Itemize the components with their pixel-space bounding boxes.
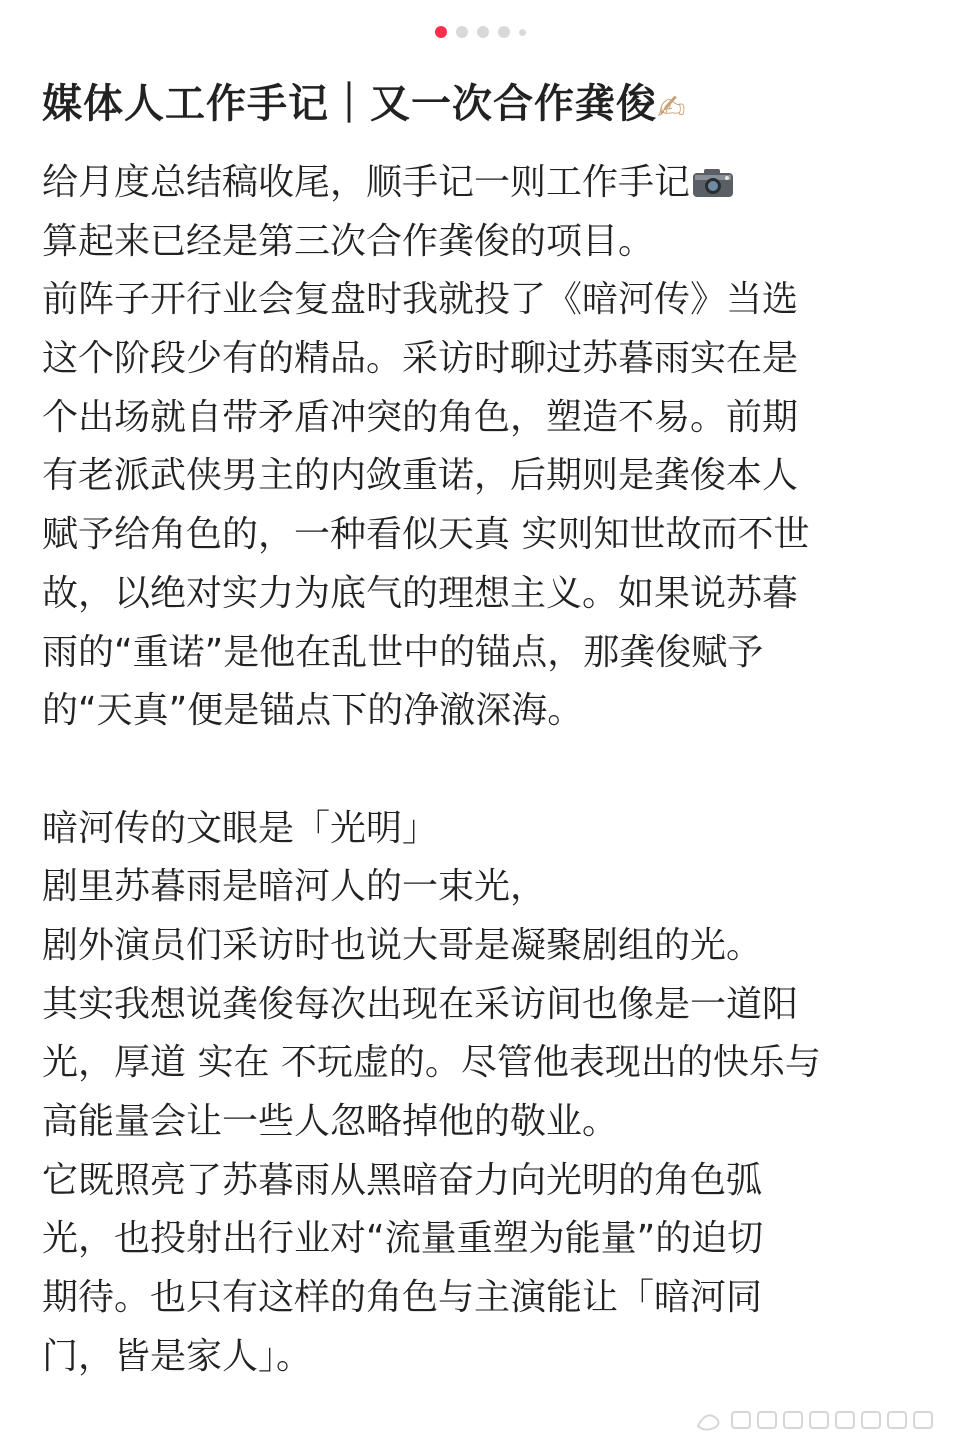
- post-title: [42, 74, 922, 138]
- camera-icon: [692, 168, 734, 198]
- writing-hand-icon: ✍: [657, 88, 687, 128]
- body-line: 剧里苏暮雨是暗河人的一束光，: [42, 866, 547, 908]
- body-line: 剧外演员们采访时也说大哥是凝聚剧组的光。: [42, 924, 763, 966]
- body-line: 的“天真”便是锚点下的净澈深海。: [42, 690, 584, 732]
- body-line: 故，以绝对实力为底气的理想主义。如果说苏暮: [42, 572, 799, 614]
- image-pager[interactable]: [0, 26, 960, 38]
- pager-dot-5[interactable]: [519, 29, 526, 36]
- pager-dot-3[interactable]: [477, 26, 489, 38]
- body-line: 期待。也只有这样的角色与主演能让「暗河同: [42, 1277, 763, 1319]
- body-line: 光，也投射出行业对“流量重塑为能量”的迫切: [42, 1218, 764, 1260]
- body-line: 赋予给角色的，一种看似天真 实则知世故而不世: [42, 514, 810, 556]
- body-line: 给月度总结稿收尾，顺手记一则工作手记: [42, 154, 922, 213]
- body-line: 算起来已经是第三次合作龚俊的项目。: [42, 220, 655, 262]
- pager-dot-4[interactable]: [498, 26, 510, 38]
- body-line: 有老派武侠男主的内敛重诺，后期则是龚俊本人: [42, 455, 799, 497]
- body-line: 光，厚道 实在 不玩虚的。尽管他表现出的快乐与: [42, 1042, 821, 1084]
- body-line: 个出场就自带矛盾冲突的角色，塑造不易。前期: [42, 396, 799, 438]
- pager-dot-1[interactable]: [435, 26, 447, 38]
- body-line: 前阵子开行业会复盘时我就投了《暗河传》当选: [42, 279, 799, 321]
- body-line: 其实我想说龚俊每次出现在采访间也像是一道阳: [42, 983, 799, 1025]
- body-line: 暗河传的文眼是「光明」: [42, 807, 439, 849]
- body-line-blank: [42, 741, 922, 800]
- body-line: 门，皆是家人」。: [42, 1335, 313, 1377]
- body-line: 它既照亮了苏暮雨从黑暗奋力向光明的角色弧: [42, 1159, 763, 1201]
- body-line: 雨的“重诺”是他在乱世中的锚点，那龚俊赋予: [42, 631, 764, 673]
- post-title-text: 媒体人工作手记｜又一次合作龚俊: [42, 81, 657, 127]
- watermark-logo: [692, 1406, 952, 1432]
- body-line: 高能量会让一些人忽略掉他的敬业。: [42, 1101, 619, 1142]
- body-line: 这个阶段少有的精品。采访时聊过苏暮雨实在是: [42, 338, 799, 380]
- pager-dot-2[interactable]: [456, 26, 468, 38]
- post-body: [42, 154, 922, 1386]
